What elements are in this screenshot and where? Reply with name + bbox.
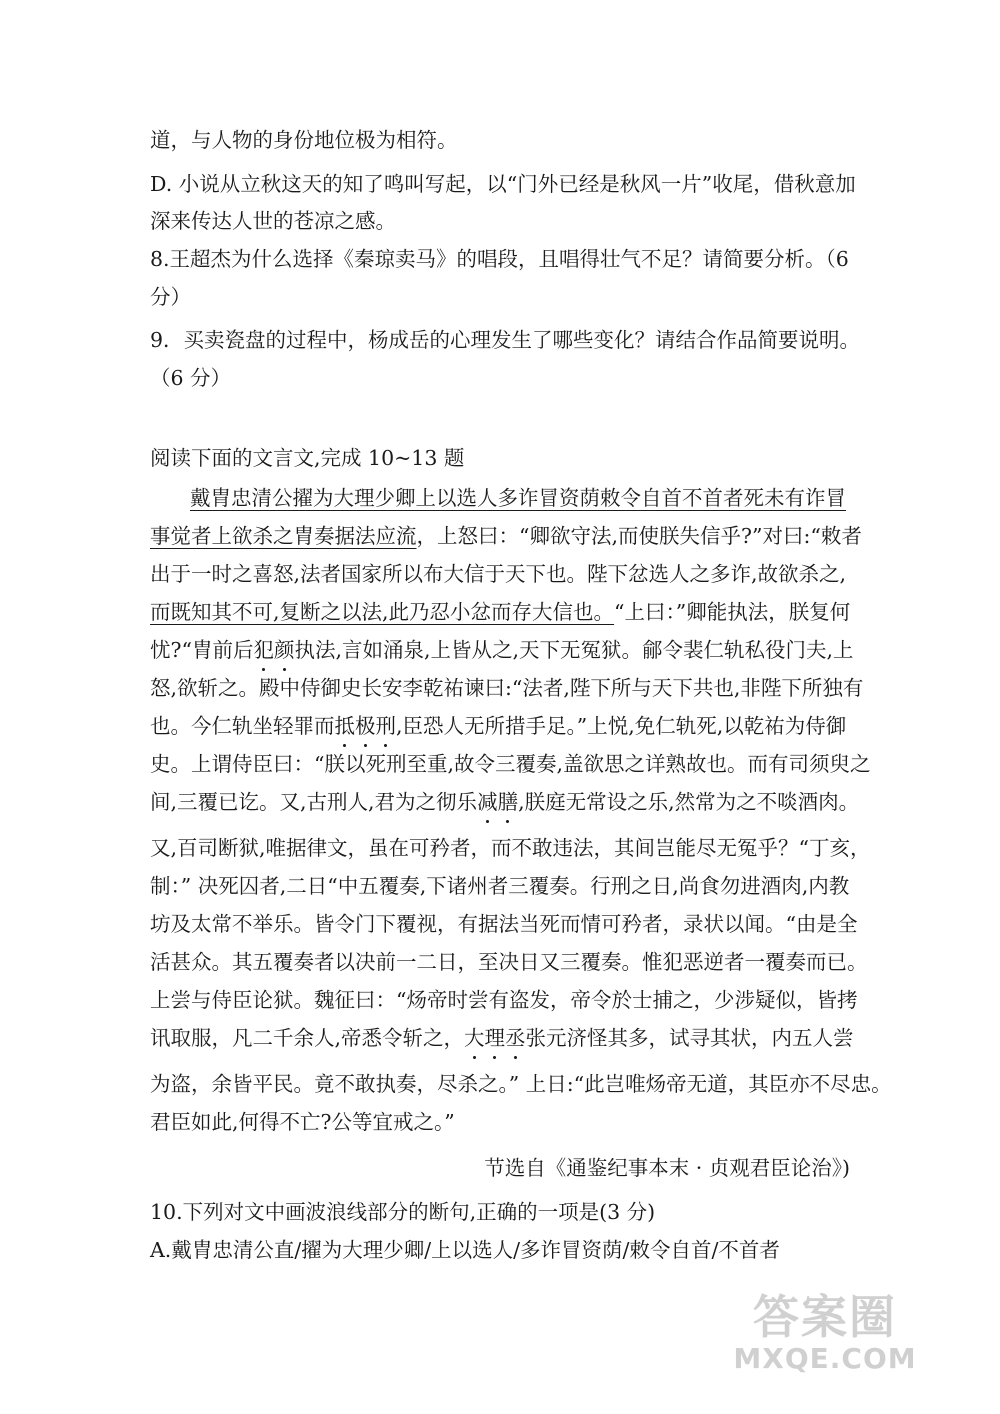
passage-text: “上曰：”卿能执法，朕复何 bbox=[614, 600, 851, 624]
dotted-char: 抵 bbox=[334, 714, 355, 738]
question-10: 10.下列对文中画波浪线部分的断句,正确的一项是(3 分) bbox=[150, 1200, 656, 1224]
watermark-url: MXQE.COM bbox=[733, 1342, 917, 1375]
dotted-char: 丞 bbox=[505, 1026, 526, 1050]
passage-line bbox=[150, 636, 854, 664]
dotted-char: 理 bbox=[484, 1026, 506, 1050]
passage-line bbox=[150, 788, 859, 816]
passage-line: 出于一时之喜怒,法者国家所以布大信于天下也。陛下忿选人之多诈,故欲杀之, bbox=[150, 562, 847, 586]
site-watermark-logo bbox=[710, 1292, 940, 1392]
passage-line: 活甚众。其五覆奏者以决前一二日，至决日又三覆奏。惟犯恶逆者一覆奏而已。 bbox=[150, 950, 868, 974]
passage-line: 又,百司断狱,唯据律文，虽在可矜者，而不敢违法，其间岂能尽无冤乎？“丁亥， bbox=[150, 836, 871, 860]
passage-line: 怒,欲斩之。殿中侍御史长安李乾祐谏曰:“法者,陛下所与天下共也,非陛下所独有 bbox=[150, 676, 864, 700]
passage-text: 间,三覆已讫。又,古刑人,君为之彻乐 bbox=[150, 790, 478, 814]
passage-line bbox=[150, 522, 862, 550]
wavy-underlined-text: 事觉者上欲杀之胄奏据法应流 bbox=[150, 524, 417, 548]
passage-text: 也。今仁轨坐轻罪而 bbox=[150, 714, 335, 738]
passage-line: 制：” 决死囚者,二日“中五覆奏,下诸州者三覆奏。行刑之日,尚食勿进酒肉,内教 bbox=[150, 874, 850, 898]
dotted-char: 颜 bbox=[273, 638, 295, 662]
passage-text: ，上怒曰：“卿欲守法,而使朕失信乎?”对曰:“敕者 bbox=[416, 524, 862, 548]
passage-line: 坊及太常不举乐。皆令门下覆视，有据法当死而情可矜者，录状以闻。“由是全 bbox=[150, 912, 858, 936]
watermark-title: 答案圈 bbox=[753, 1290, 897, 1344]
dotted-char: 刑 bbox=[375, 714, 396, 738]
passage-line bbox=[150, 1024, 854, 1052]
question-8-score: 分） bbox=[150, 285, 191, 309]
wavy-underlined-text: 戴胄忠清公擢为大理少卿上以选人多诈冒资荫敕令自首不首者死未有诈冒 bbox=[190, 486, 846, 510]
passage-line bbox=[150, 712, 846, 740]
passage-text: 执法,言如涌泉,上皆从之,天下无冤狱。鄃令裴仁轨私役门夫,上 bbox=[294, 638, 854, 662]
passage-line bbox=[190, 484, 846, 512]
dotted-char: 犯 bbox=[253, 638, 274, 662]
question-8: 8.王超杰为什么选择《秦琼卖马》的唱段，且唱得壮气不足？请简要分析。（6 bbox=[150, 247, 849, 271]
passage-text: ,臣恐人无所措手足。”上悦,免仁轨死,以乾祐为侍御 bbox=[396, 714, 847, 738]
dotted-char: 大 bbox=[464, 1026, 485, 1050]
passage-line bbox=[150, 598, 850, 626]
question-9-score: （6 分） bbox=[150, 366, 232, 390]
passage-line: 君臣如此,何得不亡?公等宜戒之。” bbox=[150, 1110, 455, 1134]
option-d-line: D. 小说从立秋这天的知了鸣叫写起，以“门外已经是秋风一片”收尾，借秋意加 bbox=[150, 172, 856, 196]
question-9: 9．买卖瓷盘的过程中，杨成岳的心理发生了哪些变化？请结合作品简要说明。 bbox=[150, 328, 861, 352]
text-line: 道，与人物的身份地位极为相符。 bbox=[150, 128, 458, 152]
option-a: A.戴胄忠清公直/擢为大理少卿/上以选人/多诈冒资荫/敕令自首/不首者 bbox=[150, 1238, 780, 1262]
dotted-char: 减 bbox=[477, 790, 498, 814]
passage-line: 上尝与侍臣论狱。魏征曰：“炀帝时尝有盗发，帝令於士捕之，少涉疑似，皆拷 bbox=[150, 988, 858, 1012]
passage-text: 张元济怪其多，试寻其状，内五人尝 bbox=[525, 1026, 854, 1050]
source-citation: 节选自《通鉴纪事本末 · 贞观君臣论治》) bbox=[484, 1156, 850, 1180]
passage-text: 讯取服，凡二千余人,帝悉令斩之， bbox=[150, 1026, 465, 1050]
passage-text: 忧?“胄前后 bbox=[150, 638, 254, 662]
passage-text: ,朕庭无常设之乐,然常为之不啖酒肉。 bbox=[518, 790, 860, 814]
reading-instruction: 阅读下面的文言文,完成 10~13 题 bbox=[150, 446, 465, 470]
passage-line: 为盗，余皆平民。竟不敢执奏，尽杀之。” 上日:“此岂唯炀帝无道，其臣亦不尽忠。 bbox=[150, 1072, 892, 1096]
underlined-sentence: 而既知其不可,复断之以法,此乃忍小忿而存大信也。 bbox=[150, 600, 615, 624]
passage-line: 史。上谓侍臣曰：“朕以死刑至重,故令三覆奏,盖欲思之详熟故也。而有司须臾之 bbox=[150, 752, 871, 776]
text-line: 深来传达人世的苍凉之感。 bbox=[150, 209, 396, 233]
dotted-char: 膳 bbox=[497, 790, 519, 814]
dotted-char: 极 bbox=[355, 714, 376, 738]
